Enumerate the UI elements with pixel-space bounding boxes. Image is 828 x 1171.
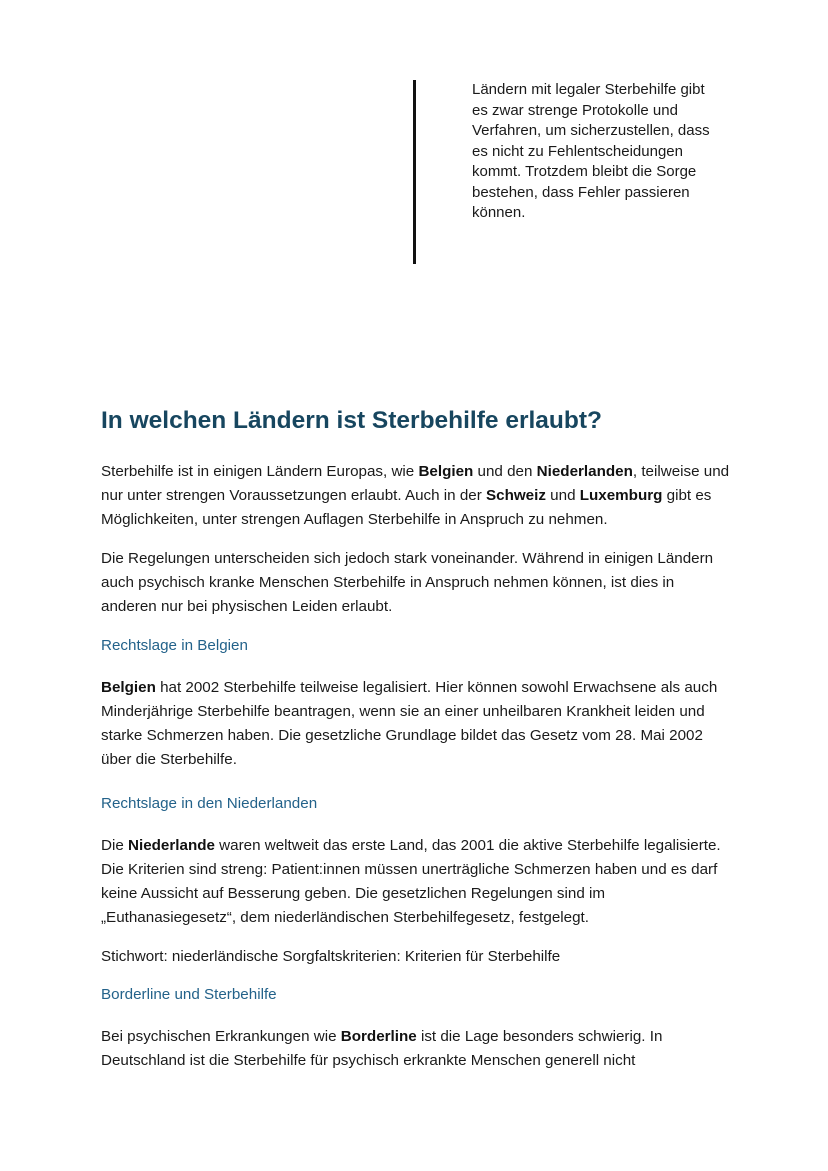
intro-text-3: , teilweise und nur unter strengen Voraussetzungen erlaubt. Auch in der: [101, 463, 730, 504]
intro-text-1: Sterbehilfe ist in einigen Ländern Europas, wie: [101, 463, 419, 480]
intro-text-5: gibt es Möglichkeiten, unter strengen Auflagen Sterbehilfe in Anspruch zu nehmen.: [101, 487, 712, 528]
netherlands-text-1: waren weltweit das erste Land, das 2001 die aktive Sterbehilfe legalisierte. Die Kriterien sind streng: Patient:innen müssen unerträgliche Schmerzen haben und es darf keine Aussicht auf Besserung geben. Die gesetzlichen Regelungen sind im „Euthanasiegesetz“, dem niederländischen Sterbehilfegesetz, festgelegt.: [101, 837, 721, 926]
borderline-bold: Borderline: [340, 1028, 417, 1045]
subheading-belgium: Rechtslage in Belgien: [101, 637, 248, 654]
borderline-text-1: ist die Lage besonders schwierig. In Deutschland ist die Sterbehilfe für psychisch erkrankte Menschen generell nicht: [101, 1028, 663, 1069]
intro-bold-niederlanden: Niederlanden: [536, 463, 633, 480]
belgium-text: hat 2002 Sterbehilfe teilweise legalisiert. Hier können sowohl Erwachsene als auch Minderjährige Sterbehilfe beantragen, wenn sie an einer unheilbaren Krankheit leiden und starke Schmerzen haben. Die gesetzliche Grundlage bildet das Gesetz vom 28. Mai 2002 über die Sterbehilfe.: [101, 679, 718, 768]
intro-bold-belgien: Belgien: [418, 463, 474, 480]
keyword-line: Stichwort: niederländische Sorgfaltskriterien: Kriterien für Sterbehilfe: [101, 948, 561, 965]
subheading-borderline: Borderline und Sterbehilfe: [101, 986, 277, 1003]
belgium-bold: Belgien: [101, 679, 156, 696]
main-content: [101, 404, 731, 1073]
intro-bold-schweiz: Schweiz: [486, 487, 546, 504]
regulations-paragraph: Die Regelungen unterscheiden sich jedoch stark voneinander. Während in einigen Ländern auch psychisch kranke Menschen Sterbehilfe in Anspruch nehmen können, ist dies in anderen nur bei physischen Leiden erlaubt.: [101, 550, 714, 615]
intro-bold-luxemburg: Luxemburg: [579, 487, 663, 504]
subheading-netherlands: Rechtslage in den Niederlanden: [101, 795, 318, 812]
pull-quote: Ländern mit legaler Sterbehilfe gibt es zwar strenge Protokolle und Verfahren, um sicherzustellen, dass es nicht zu Fehlentscheidungen kommt. Trotzdem bleibt die Sorge bestehen, dass Fehler passieren können.: [472, 81, 710, 221]
netherlands-bold: Niederlande: [128, 837, 215, 854]
pull-quote-rule: [413, 80, 416, 264]
intro-paragraph: [101, 460, 731, 532]
intro-text-4: und: [545, 487, 580, 504]
intro-text-2: und den: [473, 463, 537, 480]
borderline-text-0: Bei psychischen Erkrankungen wie: [101, 1028, 341, 1045]
belgium-paragraph: [101, 676, 731, 772]
netherlands-paragraph: [101, 834, 731, 930]
netherlands-text-0: Die: [101, 837, 129, 854]
section-title: In welchen Ländern ist Sterbehilfe erlaubt?: [101, 407, 602, 434]
borderline-paragraph: [101, 1025, 731, 1073]
